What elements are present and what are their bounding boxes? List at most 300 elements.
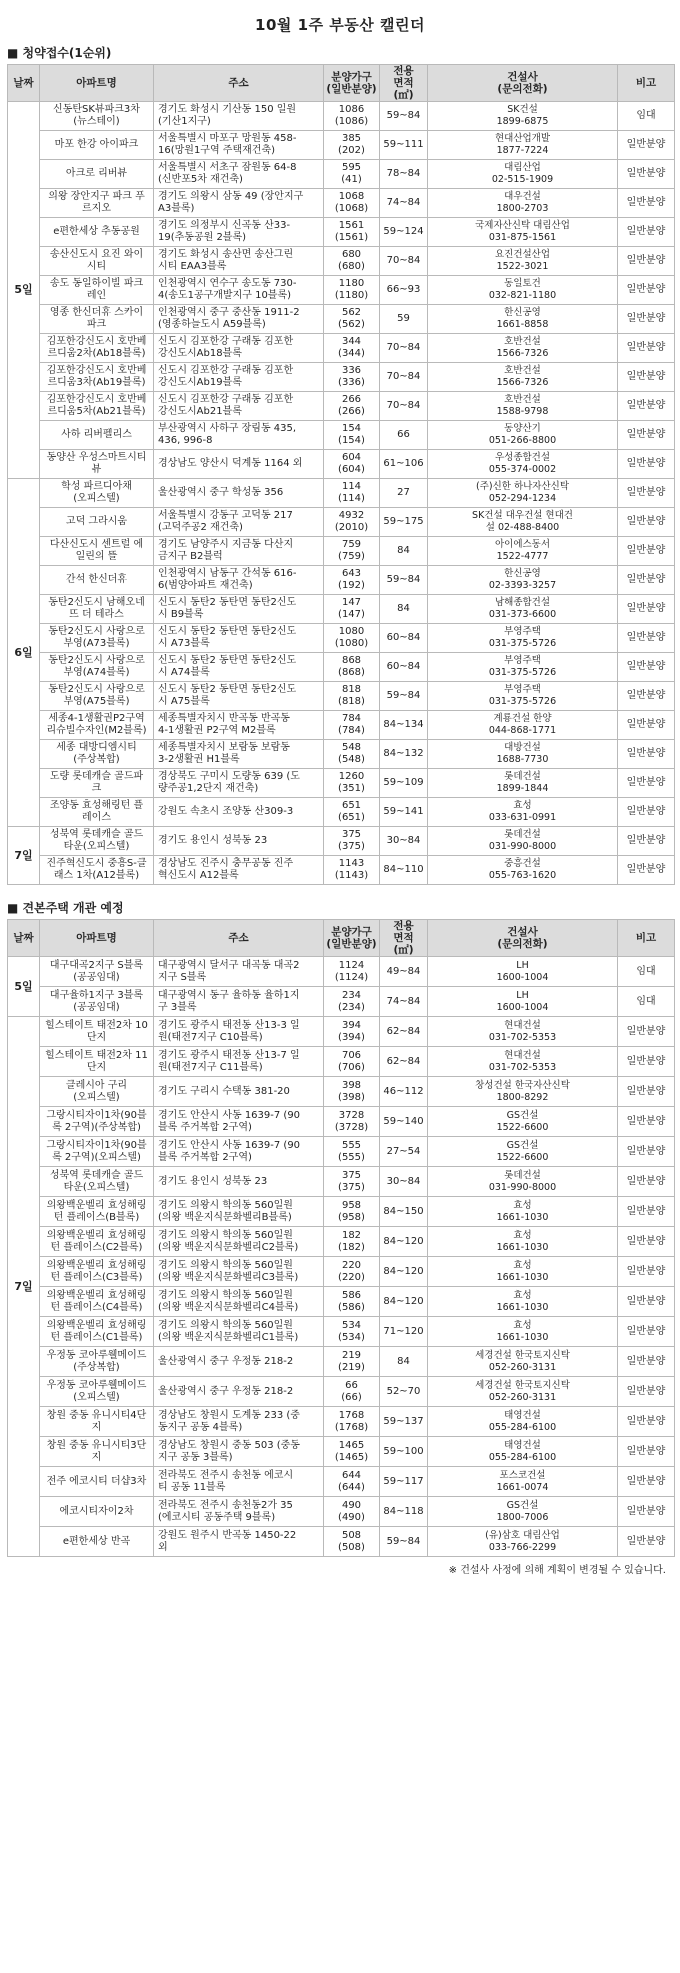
table-row	[8, 131, 675, 160]
note-cell: 일반분양	[618, 769, 675, 798]
address-cell: 경기도 광주시 태전동 산13-3 일 원(태전7지구 C10블록)	[154, 1017, 324, 1047]
apartment-name-cell: 세종4-1생활권P2구역 리슈빌수자인(M2블록)	[40, 711, 154, 740]
table-row	[8, 508, 675, 537]
area-cell: 59~140	[380, 1107, 428, 1137]
builder-cell: 대방건설 1688-7730	[428, 740, 618, 769]
units-cell: 643 (192)	[324, 566, 380, 595]
table-row	[8, 1287, 675, 1317]
area-cell: 59~84	[380, 682, 428, 711]
address-cell: 울산광역시 중구 학성동 356	[154, 479, 324, 508]
note-cell: 일반분양	[618, 392, 675, 421]
units-cell: 154 (154)	[324, 421, 380, 450]
area-cell: 59	[380, 305, 428, 334]
apartment-name-cell: 그랑시티자이1차(90블 록 2구역)(주상복합)	[40, 1107, 154, 1137]
area-cell: 84	[380, 595, 428, 624]
address-cell: 경기도 용인시 성북동 23	[154, 827, 324, 856]
builder-cell: 현대산업개발 1877-7224	[428, 131, 618, 160]
month-cell: 6일	[8, 479, 40, 827]
builder-cell: 현대건설 031-702-5353	[428, 1017, 618, 1047]
units-cell: 548 (548)	[324, 740, 380, 769]
area-cell: 59~111	[380, 131, 428, 160]
address-cell: 경기도 의왕시 학의동 560일원 (의왕 백운지식문화벨리C2블록)	[154, 1227, 324, 1257]
builder-cell: 효성 1661-1030	[428, 1287, 618, 1317]
month-cell: 7일	[8, 827, 40, 885]
table-row	[8, 1017, 675, 1047]
units-cell: 1143 (1143)	[324, 856, 380, 885]
address-cell: 서울특별시 마포구 망원동 458- 16(망원1구역 주택재건축)	[154, 131, 324, 160]
apartment-name-cell: 간석 한신더휴	[40, 566, 154, 595]
apartment-name-cell: 대구율하1지구 3블록 (공공임대)	[40, 987, 154, 1017]
apartment-name-cell: 우정동 코아루웰메이드 (오피스텔)	[40, 1377, 154, 1407]
table-row	[8, 827, 675, 856]
units-cell: 375 (375)	[324, 1167, 380, 1197]
note-cell: 일반분양	[618, 247, 675, 276]
units-cell: 385 (202)	[324, 131, 380, 160]
table-row	[8, 1347, 675, 1377]
builder-cell: 한신공영 1661-8858	[428, 305, 618, 334]
address-cell: 강원도 속초시 조양동 산309-3	[154, 798, 324, 827]
builder-cell: 세경건설 한국토지신탁 052-260-3131	[428, 1347, 618, 1377]
builder-cell: 부영주택 031-375-5726	[428, 682, 618, 711]
apartment-name-cell: 클레시아 구리 (오피스텔)	[40, 1077, 154, 1107]
builder-cell: SK건설 대우건설 현대건 설 02-488-8400	[428, 508, 618, 537]
table-row	[8, 1167, 675, 1197]
address-cell: 대구광역시 동구 율하동 율하1지 구 3블록	[154, 987, 324, 1017]
address-cell: 신도시 김포한강 구래동 김포한 강신도시Ab18블록	[154, 334, 324, 363]
area-cell: 59~137	[380, 1407, 428, 1437]
units-cell: 490 (490)	[324, 1497, 380, 1527]
note-cell: 일반분양	[618, 363, 675, 392]
table-row	[8, 392, 675, 421]
units-cell: 595 (41)	[324, 160, 380, 189]
apartment-name-cell: 동탄2신도시 사랑으로 부영(A75블록)	[40, 682, 154, 711]
units-cell: 1080 (1080)	[324, 624, 380, 653]
note-cell: 일반분양	[618, 1137, 675, 1167]
section-heading-model-house: ■ 견본주택 개관 예정	[7, 901, 124, 915]
address-cell: 경기도 안산시 사동 1639-7 (90 블록 주거복합 2구역)	[154, 1107, 324, 1137]
month-cell: 5일	[8, 102, 40, 479]
col-header-area: 전용 면적 (㎡)	[380, 65, 428, 102]
builder-cell: 호반건설 1566-7326	[428, 363, 618, 392]
units-cell: 344 (344)	[324, 334, 380, 363]
table-row	[8, 682, 675, 711]
section-heading-subscription: ■ 청약접수(1순위)	[7, 46, 112, 60]
table-row	[8, 160, 675, 189]
address-cell: 경기도 광주시 태전동 산13-7 일 원(태전7지구 C11블록)	[154, 1047, 324, 1077]
address-cell: 전라북도 전주시 송천동 에코시 티 공동 11블록	[154, 1467, 324, 1497]
area-cell: 59~84	[380, 102, 428, 131]
address-cell: 경상남도 창원시 중동 503 (중동 지구 공동 3블록)	[154, 1437, 324, 1467]
apartment-name-cell: 창원 중동 유니시티3단 지	[40, 1437, 154, 1467]
address-cell: 경기도 구리시 수택동 381-20	[154, 1077, 324, 1107]
builder-cell: 롯데건설 031-990-8000	[428, 827, 618, 856]
builder-cell: 세경건설 한국토지신탁 052-260-3131	[428, 1377, 618, 1407]
address-cell: 신도시 동탄2 동탄면 동탄2신도 시 A75블록	[154, 682, 324, 711]
units-cell: 534 (534)	[324, 1317, 380, 1347]
builder-cell: SK건설 1899-6875	[428, 102, 618, 131]
address-cell: 신도시 동탄2 동탄면 동탄2신도 시 A73블록	[154, 624, 324, 653]
note-cell: 일반분양	[618, 189, 675, 218]
area-cell: 59~84	[380, 1527, 428, 1557]
area-cell: 74~84	[380, 987, 428, 1017]
builder-cell: 포스코건설 1661-0074	[428, 1467, 618, 1497]
builder-cell: 창성건설 한국자산신탁 1800-8292	[428, 1077, 618, 1107]
note-cell: 일반분양	[618, 450, 675, 479]
builder-cell: 동일토건 032-821-1180	[428, 276, 618, 305]
area-cell: 74~84	[380, 189, 428, 218]
apartment-name-cell: 신동탄SK뷰파크3차 (뉴스테이)	[40, 102, 154, 131]
note-cell: 일반분양	[618, 334, 675, 363]
apartment-name-cell: 의왕백운벨리 효성해링 턴 플레이스(C4블록)	[40, 1287, 154, 1317]
col-header-note: 비고	[618, 65, 675, 102]
note-cell: 일반분양	[618, 1017, 675, 1047]
units-cell: 586 (586)	[324, 1287, 380, 1317]
units-cell: 3728 (3728)	[324, 1107, 380, 1137]
units-cell: 784 (784)	[324, 711, 380, 740]
apartment-name-cell: 김포한강신도시 호반베 르디움2차(Ab18블록)	[40, 334, 154, 363]
units-cell: 1561 (1561)	[324, 218, 380, 247]
builder-cell: 대림산업 02-515-1909	[428, 160, 618, 189]
note-cell: 일반분양	[618, 1317, 675, 1347]
address-cell: 경기도 의왕시 학의동 560일원 (의왕 백운지식문화벨리C1블록)	[154, 1317, 324, 1347]
apartment-name-cell: 그랑시티자이1차(90블 록 2구역)(오피스텔)	[40, 1137, 154, 1167]
table-row	[8, 1467, 675, 1497]
address-cell: 강원도 원주시 반곡동 1450-22 외	[154, 1527, 324, 1557]
table-row	[8, 1527, 675, 1557]
note-cell: 일반분양	[618, 798, 675, 827]
table-row	[8, 421, 675, 450]
area-cell: 27	[380, 479, 428, 508]
table-row	[8, 1197, 675, 1227]
col-header-month: 날짜	[8, 920, 40, 957]
address-cell: 경기도 남양주시 지금동 다산지 금지구 B2블럭	[154, 537, 324, 566]
builder-cell: 요진건설산업 1522-3021	[428, 247, 618, 276]
area-cell: 59~100	[380, 1437, 428, 1467]
apartment-name-cell: 고덕 그라시움	[40, 508, 154, 537]
table-row	[8, 276, 675, 305]
table-row	[8, 363, 675, 392]
table-row	[8, 102, 675, 131]
note-cell: 일반분양	[618, 305, 675, 334]
apartment-name-cell: 김포한강신도시 호반베 르디움3차(Ab19블록)	[40, 363, 154, 392]
units-cell: 818 (818)	[324, 682, 380, 711]
table-row	[8, 595, 675, 624]
builder-cell: (유)삼호 대림산업 033-766-2299	[428, 1527, 618, 1557]
table-row	[8, 450, 675, 479]
apartment-name-cell: 의왕백운벨리 효성해링 턴 플레이스(B블록)	[40, 1197, 154, 1227]
address-cell: 경기도 용인시 성북동 23	[154, 1167, 324, 1197]
area-cell: 84	[380, 1347, 428, 1377]
units-cell: 604 (604)	[324, 450, 380, 479]
col-header-apartment: 아파트명	[40, 65, 154, 102]
builder-cell: 효성 1661-1030	[428, 1317, 618, 1347]
note-cell: 일반분양	[618, 1167, 675, 1197]
builder-cell: 우성종합건설 055-374-0002	[428, 450, 618, 479]
area-cell: 84~120	[380, 1227, 428, 1257]
note-cell: 일반분양	[618, 479, 675, 508]
area-cell: 30~84	[380, 827, 428, 856]
note-cell: 일반분양	[618, 160, 675, 189]
address-cell: 경기도 화성시 송산면 송산그린 시티 EAA3블록	[154, 247, 324, 276]
apartment-name-cell: 다산신도시 센트럴 에 일린의 뜰	[40, 537, 154, 566]
units-cell: 680 (680)	[324, 247, 380, 276]
apartment-name-cell: 세종 대방디엠시티 (주상복합)	[40, 740, 154, 769]
address-cell: 신도시 김포한강 구래동 김포한 강신도시Ab21블록	[154, 392, 324, 421]
table-row	[8, 1047, 675, 1077]
table-header-row	[8, 65, 675, 102]
units-cell: 398 (398)	[324, 1077, 380, 1107]
table-row	[8, 1377, 675, 1407]
table-row	[8, 1497, 675, 1527]
col-header-address: 주소	[154, 920, 324, 957]
address-cell: 전라북도 전주시 송천동2가 35 (에코시티 공동주택 9블록)	[154, 1497, 324, 1527]
area-cell: 84~150	[380, 1197, 428, 1227]
area-cell: 84	[380, 537, 428, 566]
units-cell: 1086 (1086)	[324, 102, 380, 131]
units-cell: 394 (394)	[324, 1017, 380, 1047]
note-cell: 일반분양	[618, 1497, 675, 1527]
apartment-name-cell: 대구대곡2지구 S블록 (공공임대)	[40, 957, 154, 987]
units-cell: 508 (508)	[324, 1527, 380, 1557]
note-cell: 일반분양	[618, 421, 675, 450]
address-cell: 대구광역시 달서구 대곡동 대곡2 지구 S블록	[154, 957, 324, 987]
col-header-address: 주소	[154, 65, 324, 102]
month-cell: 5일	[8, 957, 40, 1017]
apartment-name-cell: 의왕 장안지구 파크 푸 르지오	[40, 189, 154, 218]
builder-cell: 태영건설 055-284-6100	[428, 1407, 618, 1437]
area-cell: 71~120	[380, 1317, 428, 1347]
col-header-units: 분양가구 (일반분양)	[324, 920, 380, 957]
builder-cell: 효성 1661-1030	[428, 1227, 618, 1257]
builder-cell: LH 1600-1004	[428, 987, 618, 1017]
units-cell: 336 (336)	[324, 363, 380, 392]
address-cell: 부산광역시 사하구 장림동 435, 436, 996-8	[154, 421, 324, 450]
table-row	[8, 189, 675, 218]
note-cell: 일반분양	[618, 1227, 675, 1257]
address-cell: 신도시 동탄2 동탄면 동탄2신도 시 B9블록	[154, 595, 324, 624]
builder-cell: 현대건설 031-702-5353	[428, 1047, 618, 1077]
apartment-name-cell: 진주혁신도시 중흥S-클 래스 1차(A12블록)	[40, 856, 154, 885]
table-row	[8, 1077, 675, 1107]
area-cell: 52~70	[380, 1377, 428, 1407]
table-row	[8, 247, 675, 276]
apartment-name-cell: 조양동 효성해링턴 플 레이스	[40, 798, 154, 827]
col-header-units: 분양가구 (일반분양)	[324, 65, 380, 102]
units-cell: 759 (759)	[324, 537, 380, 566]
note-cell: 일반분양	[618, 1527, 675, 1557]
address-cell: 인천광역시 중구 중산동 1911-2 (영종하늘도시 A59블록)	[154, 305, 324, 334]
table-row	[8, 798, 675, 827]
area-cell: 62~84	[380, 1017, 428, 1047]
apartment-name-cell: 의왕백운벨리 효성해링 턴 플레이스(C3블록)	[40, 1257, 154, 1287]
note-cell: 일반분양	[618, 131, 675, 160]
note-cell: 일반분양	[618, 595, 675, 624]
address-cell: 경상남도 진주시 충무공동 진주 혁신도시 A12블록	[154, 856, 324, 885]
area-cell: 46~112	[380, 1077, 428, 1107]
builder-cell: 한신공영 02-3393-3257	[428, 566, 618, 595]
table-row	[8, 653, 675, 682]
table-row	[8, 334, 675, 363]
units-cell: 66 (66)	[324, 1377, 380, 1407]
month-cell: 7일	[8, 1017, 40, 1557]
note-cell: 일반분양	[618, 1197, 675, 1227]
address-cell: 인천광역시 남동구 간석동 616- 6(범양아파트 재건축)	[154, 566, 324, 595]
area-cell: 78~84	[380, 160, 428, 189]
builder-cell: 계룡건설 한양 044-868-1771	[428, 711, 618, 740]
builder-cell: 태영건설 055-284-6100	[428, 1437, 618, 1467]
apartment-name-cell: 아크로 리버뷰	[40, 160, 154, 189]
note-cell: 일반분양	[618, 1377, 675, 1407]
col-header-builder: 건설사 (문의전화)	[428, 920, 618, 957]
apartment-name-cell: 영종 한신더휴 스카이 파크	[40, 305, 154, 334]
builder-cell: GS건설 1800-7006	[428, 1497, 618, 1527]
area-cell: 59~117	[380, 1467, 428, 1497]
builder-cell: 부영주택 031-375-5726	[428, 653, 618, 682]
table-row	[8, 566, 675, 595]
apartment-name-cell: 힐스테이트 태전2차 10 단지	[40, 1017, 154, 1047]
units-cell: 555 (555)	[324, 1137, 380, 1167]
area-cell: 59~124	[380, 218, 428, 247]
units-cell: 182 (182)	[324, 1227, 380, 1257]
apartment-name-cell: e편한세상 추동공원	[40, 218, 154, 247]
table-row	[8, 1437, 675, 1467]
apartment-name-cell: 사하 리버펠리스	[40, 421, 154, 450]
note-cell: 임대	[618, 102, 675, 131]
area-cell: 59~109	[380, 769, 428, 798]
note-cell: 일반분양	[618, 1107, 675, 1137]
units-cell: 375 (375)	[324, 827, 380, 856]
col-header-note: 비고	[618, 920, 675, 957]
table-row	[8, 1227, 675, 1257]
note-cell: 임대	[618, 957, 675, 987]
table-row	[8, 1407, 675, 1437]
note-cell: 일반분양	[618, 1437, 675, 1467]
builder-cell: 호반건설 1588-9798	[428, 392, 618, 421]
builder-cell: (주)신한 하나자산신탁 052-294-1234	[428, 479, 618, 508]
apartment-name-cell: 성북역 롯데캐슬 골드 타운(오피스텔)	[40, 1167, 154, 1197]
apartment-name-cell: 의왕백운벨리 효성해링 턴 플레이스(C1블록)	[40, 1317, 154, 1347]
builder-cell: 롯데건설 031-990-8000	[428, 1167, 618, 1197]
table-row	[8, 305, 675, 334]
area-cell: 30~84	[380, 1167, 428, 1197]
area-cell: 70~84	[380, 247, 428, 276]
apartment-name-cell: 창원 중동 유니시티4단 지	[40, 1407, 154, 1437]
note-cell: 일반분양	[618, 711, 675, 740]
address-cell: 서울특별시 강동구 고덕동 217 (고덕주공2 재건축)	[154, 508, 324, 537]
area-cell: 60~84	[380, 653, 428, 682]
apartment-name-cell: 성북역 롯데캐슬 골드 타운(오피스텔)	[40, 827, 154, 856]
address-cell: 경기도 의정부시 신곡동 산33- 19(추동공원 2블록)	[154, 218, 324, 247]
units-cell: 219 (219)	[324, 1347, 380, 1377]
table-row	[8, 1257, 675, 1287]
apartment-name-cell: 동탄2신도시 사랑으로 부영(A73블록)	[40, 624, 154, 653]
builder-cell: 동양산기 051-266-8800	[428, 421, 618, 450]
area-cell: 60~84	[380, 624, 428, 653]
units-cell: 1068 (1068)	[324, 189, 380, 218]
table-row	[8, 537, 675, 566]
table-row	[8, 856, 675, 885]
builder-cell: 아이에스동서 1522-4777	[428, 537, 618, 566]
address-cell: 경상남도 양산시 덕계동 1164 외	[154, 450, 324, 479]
area-cell: 66~93	[380, 276, 428, 305]
address-cell: 신도시 김포한강 구래동 김포한 강신도시Ab19블록	[154, 363, 324, 392]
note-cell: 일반분양	[618, 1347, 675, 1377]
table-row	[8, 769, 675, 798]
builder-cell: 효성 1661-1030	[428, 1197, 618, 1227]
address-cell: 신도시 동탄2 동탄면 동탄2신도 시 A74블록	[154, 653, 324, 682]
col-header-area: 전용 면적 (㎡)	[380, 920, 428, 957]
apartment-name-cell: 에코시티자이2차	[40, 1497, 154, 1527]
units-cell: 1260 (351)	[324, 769, 380, 798]
table-row	[8, 624, 675, 653]
apartment-name-cell: 동탄2신도시 사랑으로 부영(A74블록)	[40, 653, 154, 682]
col-header-builder: 건설사 (문의전화)	[428, 65, 618, 102]
area-cell: 27~54	[380, 1137, 428, 1167]
footnote: ※ 건설사 사정에 의해 계획이 변경될 수 있습니다.	[448, 1565, 666, 1576]
table-row	[8, 218, 675, 247]
apartment-name-cell: 의왕백운벨리 효성해링 턴 플레이스(C2블록)	[40, 1227, 154, 1257]
builder-cell: 효성 033-631-0991	[428, 798, 618, 827]
area-cell: 49~84	[380, 957, 428, 987]
area-cell: 59~175	[380, 508, 428, 537]
note-cell: 일반분양	[618, 827, 675, 856]
page-title: 10월 1주 부동산 캘린더	[255, 16, 425, 34]
note-cell: 일반분양	[618, 1077, 675, 1107]
area-cell: 70~84	[380, 363, 428, 392]
apartment-name-cell: 동탄2신도시 남해오네 뜨 더 테라스	[40, 595, 154, 624]
builder-cell: 남해종합건설 031-373-6600	[428, 595, 618, 624]
address-cell: 세종특별자치시 반곡동 반곡동 4-1생활권 P2구역 M2블록	[154, 711, 324, 740]
note-cell: 일반분양	[618, 218, 675, 247]
area-cell: 70~84	[380, 334, 428, 363]
units-cell: 868 (868)	[324, 653, 380, 682]
builder-cell: 롯데건설 1899-1844	[428, 769, 618, 798]
builder-cell: 중흥건설 055-763-1620	[428, 856, 618, 885]
note-cell: 일반분양	[618, 682, 675, 711]
units-cell: 958 (958)	[324, 1197, 380, 1227]
builder-cell: LH 1600-1004	[428, 957, 618, 987]
apartment-name-cell: 전주 에코시티 더샵3차	[40, 1467, 154, 1497]
units-cell: 147 (147)	[324, 595, 380, 624]
table-row	[8, 740, 675, 769]
area-cell: 59~141	[380, 798, 428, 827]
address-cell: 인천광역시 연수구 송도동 730- 4(송도1공구개발지구 10블록)	[154, 276, 324, 305]
table-row	[8, 711, 675, 740]
apartment-name-cell: 학성 파르디아채 (오피스텔)	[40, 479, 154, 508]
address-cell: 경기도 의왕시 학의동 560일원 (의왕 백운지식문화벨리C3블록)	[154, 1257, 324, 1287]
apartment-name-cell: 동양산 우성스마트시티 뷰	[40, 450, 154, 479]
area-cell: 84~118	[380, 1497, 428, 1527]
note-cell: 일반분양	[618, 1047, 675, 1077]
units-cell: 706 (706)	[324, 1047, 380, 1077]
col-header-month: 날짜	[8, 65, 40, 102]
note-cell: 일반분양	[618, 1287, 675, 1317]
address-cell: 경상북도 구미시 도량동 639 (도 량주공1,2단지 재건축)	[154, 769, 324, 798]
address-cell: 경기도 안산시 사동 1639-7 (90 블록 주거복합 2구역)	[154, 1137, 324, 1167]
units-cell: 644 (644)	[324, 1467, 380, 1497]
address-cell: 세종특별자치시 보람동 보람동 3-2생활권 H1블록	[154, 740, 324, 769]
units-cell: 1465 (1465)	[324, 1437, 380, 1467]
note-cell: 일반분양	[618, 1257, 675, 1287]
units-cell: 114 (114)	[324, 479, 380, 508]
area-cell: 84~120	[380, 1257, 428, 1287]
note-cell: 일반분양	[618, 624, 675, 653]
builder-cell: 호반건설 1566-7326	[428, 334, 618, 363]
note-cell: 일반분양	[618, 566, 675, 595]
table-row	[8, 1137, 675, 1167]
note-cell: 일반분양	[618, 653, 675, 682]
units-cell: 1768 (1768)	[324, 1407, 380, 1437]
